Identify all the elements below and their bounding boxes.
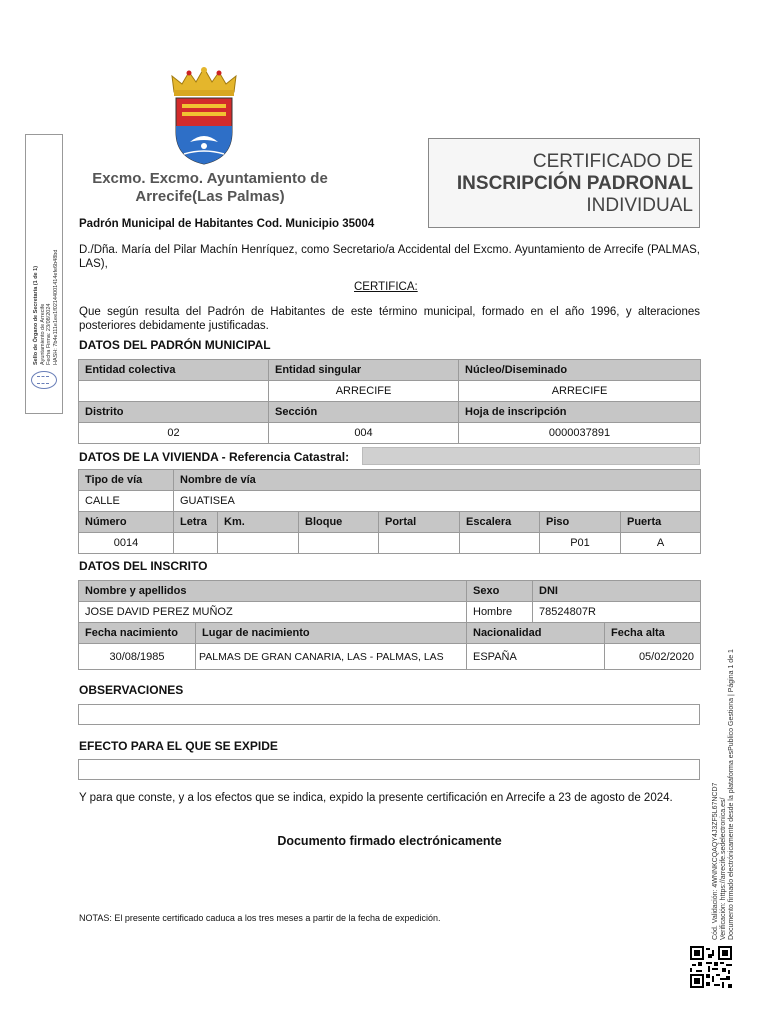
value-nombre: JOSE DAVID PEREZ MUÑOZ bbox=[79, 602, 467, 623]
inscrito-section-title: DATOS DEL INSCRITO bbox=[79, 559, 208, 573]
verification-url: Verificación: https://arrecife.sedelectronica.es/ bbox=[720, 797, 727, 940]
value-nacionalidad: ESPAÑA bbox=[467, 644, 605, 670]
referencia-catastral-field bbox=[362, 447, 700, 465]
value-portal bbox=[379, 533, 460, 554]
certificate-title-line2: INSCRIPCIÓN PADRONAL bbox=[456, 173, 693, 194]
electronically-signed-note: Documento firmado electrónicamente bbox=[277, 834, 502, 848]
value-seccion: 004 bbox=[269, 423, 459, 444]
efecto-title: EFECTO PARA EL QUE SE EXPIDE bbox=[79, 739, 278, 753]
value-entidad-colectiva bbox=[79, 381, 269, 402]
certificate-title-box bbox=[428, 138, 700, 228]
value-puerta: A bbox=[621, 533, 701, 554]
header-sexo: Sexo bbox=[467, 581, 533, 602]
organization-name-line2: Arrecife(Las Palmas) bbox=[135, 188, 285, 205]
signature-platform-note: Documento firmado electrónicamente desde la plataforma esPublico Gestiona | Página 1 de 1 bbox=[728, 649, 735, 940]
seal-icon bbox=[31, 371, 57, 389]
certificate-title-line3: INDIVIDUAL bbox=[586, 195, 693, 216]
header-nacionalidad: Nacionalidad bbox=[467, 623, 605, 644]
header-nucleo: Núcleo/Diseminado bbox=[459, 360, 701, 381]
value-distrito: 02 bbox=[79, 423, 269, 444]
value-tipo-via: CALLE bbox=[79, 491, 174, 512]
header-lugar-nacimiento: Lugar de nacimiento bbox=[196, 623, 467, 644]
stamp-line2: Ayuntamiento de Arrecife bbox=[39, 303, 46, 365]
header-numero: Número bbox=[79, 512, 174, 533]
vivienda-detail-table bbox=[78, 511, 701, 554]
padron-section-title: DATOS DEL PADRÓN MUNICIPAL bbox=[79, 338, 271, 352]
header-letra: Letra bbox=[174, 512, 218, 533]
header-km: Km. bbox=[218, 512, 299, 533]
value-nombre-via: GUATISEA bbox=[174, 491, 701, 512]
header-distrito: Distrito bbox=[79, 402, 269, 423]
efecto-field bbox=[78, 759, 700, 780]
stamp-line4: HASH: 7b4e111e1ee1f02144001414efe6b48bd bbox=[52, 249, 59, 365]
header-bloque: Bloque bbox=[299, 512, 379, 533]
header-nombre-via: Nombre de vía bbox=[174, 470, 701, 491]
validation-side-note bbox=[712, 620, 736, 940]
header-escalera: Escalera bbox=[460, 512, 540, 533]
value-numero: 0014 bbox=[79, 533, 174, 554]
header-nombre: Nombre y apellidos bbox=[79, 581, 467, 602]
inscrito-identity-table bbox=[78, 580, 701, 623]
secretary-stamp bbox=[25, 134, 63, 414]
secretary-statement: D./Dña. María del Pilar Machín Henríquez, como Secretario/a Accidental del Excmo. Ayuntamiento de Arrecife (PALMAS, LAS), bbox=[79, 244, 700, 270]
header-seccion: Sección bbox=[269, 402, 459, 423]
vivienda-section-title: DATOS DE LA VIVIENDA - Referencia Catastral: bbox=[79, 450, 350, 464]
value-piso: P01 bbox=[540, 533, 621, 554]
header-piso: Piso bbox=[540, 512, 621, 533]
header-dni: DNI bbox=[533, 581, 701, 602]
value-fecha-alta: 05/02/2020 bbox=[605, 644, 701, 670]
certificate-title-line1: CERTIFICADO DE bbox=[532, 151, 693, 172]
header-fecha-alta: Fecha alta bbox=[605, 623, 701, 644]
header-entidad-colectiva: Entidad colectiva bbox=[79, 360, 269, 381]
value-letra bbox=[174, 533, 218, 554]
value-nucleo: ARRECIFE bbox=[459, 381, 701, 402]
observaciones-title: OBSERVACIONES bbox=[79, 683, 184, 697]
header-fecha-nacimiento: Fecha nacimiento bbox=[79, 623, 196, 644]
qr-code-icon[interactable] bbox=[690, 946, 732, 988]
value-entidad-singular: ARRECIFE bbox=[269, 381, 459, 402]
header-tipo-via: Tipo de vía bbox=[79, 470, 174, 491]
value-fecha-nacimiento: 30/08/1985 bbox=[79, 644, 196, 670]
header-portal: Portal bbox=[379, 512, 460, 533]
padron-table bbox=[78, 359, 701, 444]
value-km bbox=[218, 533, 299, 554]
value-bloque bbox=[299, 533, 379, 554]
observaciones-field bbox=[78, 704, 700, 725]
according-statement: Que según resulta del Padrón de Habitantes de este término municipal, formado en el año 1996, y alteraciones posteriores debidamente justificadas. bbox=[79, 306, 700, 332]
stamp-line1: Sello de Órgano de Secretaría (1 de 1) bbox=[33, 265, 39, 365]
value-dni: 78524807R bbox=[533, 602, 701, 623]
header-puerta: Puerta bbox=[621, 512, 701, 533]
organization-name bbox=[70, 170, 350, 206]
header-hoja: Hoja de inscripción bbox=[459, 402, 701, 423]
vivienda-via-table bbox=[78, 469, 701, 512]
padron-municipal-line: Padrón Municipal de Habitantes Cod. Municipio 35004 bbox=[79, 218, 375, 230]
value-hoja: 0000037891 bbox=[459, 423, 701, 444]
closing-statement: Y para que conste, y a los efectos que se indica, expido la presente certificación en Arrecife a 23 de agosto de 2024. bbox=[79, 792, 673, 804]
validation-code: Cód. Validación: 4WNNKCQAQY4J3ZF5L67NCD7 bbox=[712, 782, 719, 940]
header-entidad-singular: Entidad singular bbox=[269, 360, 459, 381]
coat-of-arms-icon bbox=[162, 66, 246, 166]
inscrito-birth-table bbox=[78, 622, 701, 670]
stamp-text bbox=[33, 135, 59, 365]
notes: NOTAS: El presente certificado caduca a los tres meses a partir de la fecha de expedición. bbox=[79, 913, 441, 923]
organization-name-line1: Excmo. Excmo. Ayuntamiento de bbox=[92, 170, 328, 187]
stamp-line3: Fecha Firma: 23/08/2024 bbox=[46, 303, 52, 365]
value-lugar-nacimiento: PALMAS DE GRAN CANARIA, LAS - PALMAS, LAS bbox=[196, 644, 467, 670]
certifica-heading: CERTIFICA: bbox=[354, 281, 418, 293]
value-sexo: Hombre bbox=[467, 602, 533, 623]
value-escalera bbox=[460, 533, 540, 554]
